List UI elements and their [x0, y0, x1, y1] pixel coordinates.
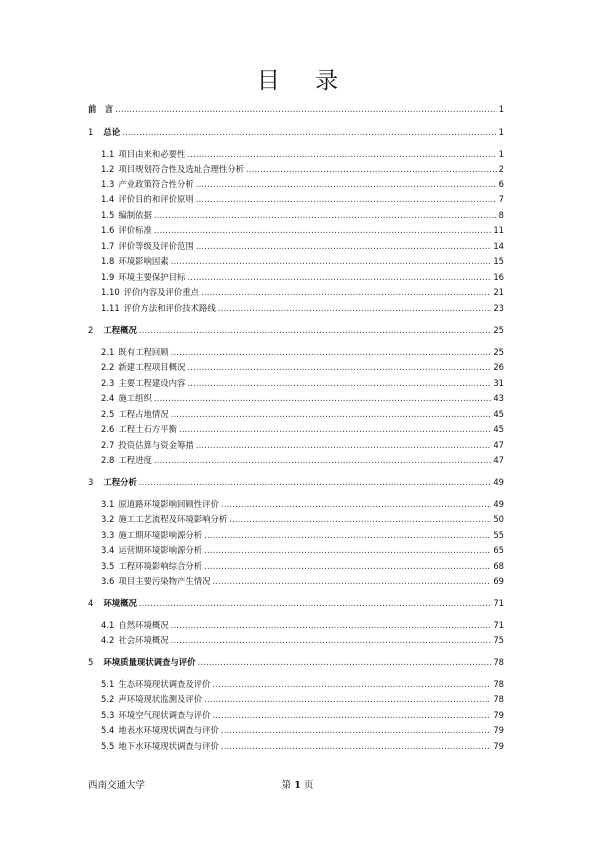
toc-entry-page: 45	[493, 409, 504, 419]
toc-entry-page: 78	[493, 657, 504, 667]
toc-entry-title: 总论	[103, 127, 121, 137]
toc-section-entry[interactable]	[101, 358, 504, 372]
toc-entry-title: 评价目的和评价原则	[118, 194, 194, 204]
toc-entry-page: 50	[493, 514, 504, 524]
toc-dot-leader	[171, 256, 492, 266]
toc-section-entry[interactable]	[101, 572, 504, 586]
toc-section-entry[interactable]	[101, 721, 504, 735]
toc-entry-title: 主要工程建设内容	[118, 378, 186, 388]
toc-entry-number: 5.1	[101, 679, 115, 689]
toc-entry-number: 4.2	[101, 635, 115, 645]
toc-entry-page: 47	[493, 455, 504, 465]
toc-entry-title: 工程进度	[118, 455, 152, 465]
toc-entry-number: 1.6	[101, 225, 115, 235]
toc-entry-number: 2	[88, 325, 94, 335]
toc-dot-leader	[171, 409, 492, 419]
toc-entry-number: 4.1	[101, 620, 115, 630]
toc-entry-page: 16	[493, 272, 504, 282]
toc-chapter-entry[interactable]	[88, 594, 504, 608]
toc-dot-leader	[196, 179, 497, 189]
toc-dot-leader	[196, 440, 492, 450]
toc-section-entry[interactable]	[101, 160, 504, 174]
toc-section-entry[interactable]	[101, 405, 504, 419]
toc-entry-number: 1.10	[101, 287, 120, 297]
toc-entry-page: 49	[493, 477, 504, 487]
toc-entry-number: 1.7	[101, 241, 115, 251]
toc-entry-number: 2.1	[101, 347, 115, 357]
toc-entry-title: 施工组织	[118, 393, 152, 403]
toc-dot-leader	[229, 514, 491, 524]
toc-entry-number: 2.6	[101, 424, 115, 434]
footer-institution: 西南交通大学	[88, 780, 146, 791]
toc-entry-number: 5	[88, 657, 94, 667]
toc-entry-page: 1	[498, 104, 504, 114]
toc-entry-page: 75	[493, 635, 504, 645]
toc-dot-leader	[154, 225, 492, 235]
toc-dot-leader	[187, 149, 496, 159]
toc-dot-leader	[154, 210, 497, 220]
toc-entry-number: 2.3	[101, 378, 115, 388]
footer-page-num: 1	[294, 780, 301, 791]
toc-entry-page: 25	[493, 325, 504, 335]
toc-dot-leader	[171, 620, 492, 630]
toc-entry-page: 8	[498, 210, 504, 220]
toc-dot-leader	[122, 127, 497, 137]
toc-dot-leader	[221, 741, 492, 751]
toc-section-entry[interactable]	[101, 631, 504, 645]
toc-entry-page: 23	[493, 303, 504, 313]
toc-entry-title: 环境质量现状调查与评价	[103, 657, 196, 667]
toc-entry-page: 43	[493, 393, 504, 403]
toc-entry-title: 地表水环境现状调查与评价	[118, 725, 219, 735]
toc-entry-page: 79	[493, 741, 504, 751]
toc-entry-title: 新建工程项目概况	[118, 362, 186, 372]
toc-entry-page: 26	[493, 362, 504, 372]
toc-dot-leader	[212, 576, 491, 586]
toc-dot-leader	[179, 424, 491, 434]
toc-entry-title: 环境主要保护目标	[118, 272, 186, 282]
footer-page-prefix: 第	[281, 780, 292, 791]
toc-dot-leader	[115, 104, 497, 114]
toc-entry-page: 68	[493, 561, 504, 571]
toc-section-entry[interactable]	[101, 495, 504, 509]
toc-entry-number: 2.4	[101, 393, 115, 403]
toc-entry-number: 1.11	[101, 303, 120, 313]
toc-entry-title: 前 言	[88, 104, 114, 114]
toc-section-entry[interactable]	[101, 541, 504, 555]
toc-section-entry[interactable]	[101, 299, 504, 313]
toc-entry-title: 项目主要污染物产生情况	[118, 576, 211, 586]
toc-section-entry[interactable]	[101, 436, 504, 450]
toc-dot-leader	[171, 347, 492, 357]
toc-dot-leader	[171, 635, 492, 645]
toc-dot-leader	[218, 303, 492, 313]
toc-entry-number: 1.1	[101, 149, 115, 159]
toc-entry-number: 2.2	[101, 362, 115, 372]
toc-chapter-entry[interactable]	[88, 123, 504, 137]
toc-entry-page: 71	[493, 598, 504, 608]
toc-dot-leader	[221, 725, 492, 735]
toc-dot-leader	[196, 241, 492, 251]
toc-entry-title: 自然环境概况	[118, 620, 169, 630]
toc-chapter-entry[interactable]	[88, 321, 504, 335]
toc-section-entry[interactable]	[101, 616, 504, 630]
toc-entry-title: 环境空气现状调查与评价	[118, 710, 211, 720]
toc-entry-page: 1	[498, 149, 504, 159]
toc-entry-title: 社会环境概况	[118, 635, 169, 645]
toc-section-entry[interactable]	[101, 374, 504, 388]
toc-entry-number: 1.9	[101, 272, 115, 282]
toc-entry-number: 1.8	[101, 256, 115, 266]
toc-entry-title: 施工工艺流程及环境影响分析	[118, 514, 228, 524]
toc-dot-leader	[204, 530, 491, 540]
toc-dot-leader	[196, 194, 497, 204]
toc-entry-title: 运营期环境影响源分析	[118, 545, 203, 555]
toc-entry-page: 49	[493, 499, 504, 509]
toc-entry-title: 原道路环境影响回顾性评价	[118, 499, 219, 509]
toc-entry-page: 6	[498, 179, 504, 189]
toc-dot-leader	[201, 287, 491, 297]
toc-entry-title: 工程环境影响综合分析	[118, 561, 203, 571]
toc-section-entry[interactable]	[101, 389, 504, 403]
toc-entry-title: 声环境现状监测及评价	[118, 694, 203, 704]
toc-dot-leader	[187, 272, 491, 282]
toc-entry-title: 地下水环境现状调查与评价	[118, 741, 219, 751]
toc-entry-page: 65	[493, 545, 504, 555]
toc-entry-page: 15	[493, 256, 504, 266]
toc-entry-number: 1	[88, 127, 94, 137]
toc-section-entry[interactable]	[101, 510, 504, 524]
toc-entry-number: 5.3	[101, 710, 115, 720]
toc-section-entry[interactable]	[101, 690, 504, 704]
toc-entry-page: 78	[493, 694, 504, 704]
toc-dot-leader	[204, 545, 491, 555]
toc-entry-number: 3.3	[101, 530, 115, 540]
toc-section-entry[interactable]	[101, 190, 504, 204]
toc-entry-title: 工程分析	[103, 477, 137, 487]
toc-dot-leader	[139, 325, 491, 335]
toc-section-entry[interactable]	[101, 175, 504, 189]
toc-entry-page: 7	[498, 194, 504, 204]
toc-entry-page: 55	[493, 530, 504, 540]
toc-entry-title: 工程概况	[103, 325, 137, 335]
footer-page-number	[0, 777, 595, 791]
toc-dot-leader	[204, 694, 491, 704]
toc-section-entry[interactable]	[101, 557, 504, 571]
toc-entry-page: 69	[493, 576, 504, 586]
toc-entry-number: 1.5	[101, 210, 115, 220]
toc-entry-title: 项目规划符合性及选址合理性分析	[118, 164, 244, 174]
toc-entry-page: 79	[493, 725, 504, 735]
toc-entry-page: 45	[493, 424, 504, 434]
toc-entry-title: 评价内容及评价重点	[123, 287, 200, 297]
toc-entry-title: 生态环境现状调查及评价	[118, 679, 211, 689]
toc-entry-title: 项目由来和必要性	[118, 149, 186, 159]
toc-entry-number: 5.4	[101, 725, 115, 735]
toc-entry-page: 31	[493, 378, 504, 388]
toc-entry-title: 环境概况	[103, 598, 137, 608]
toc-chapter-entry[interactable]	[88, 653, 504, 667]
toc-entry-page: 47	[493, 440, 504, 450]
toc-entry-page: 2	[498, 164, 504, 174]
toc-entry-page: 78	[493, 679, 504, 689]
toc-entry-title: 投资估算与资金筹措	[118, 440, 194, 450]
toc-section-entry[interactable]	[101, 526, 504, 540]
toc-entry-page: 21	[493, 287, 504, 297]
toc-section-entry[interactable]	[101, 252, 504, 266]
toc-entry-page: 11	[493, 225, 504, 235]
toc-entry-title: 产业政策符合性分析	[118, 179, 194, 189]
toc-entry-page: 79	[493, 710, 504, 720]
toc-entry-title: 评价等级及评价范围	[118, 241, 194, 251]
toc-section-entry[interactable]	[101, 206, 504, 220]
toc-dot-leader	[154, 393, 492, 403]
footer-page-suffix: 页	[303, 780, 314, 791]
toc-entry-title: 评价标准	[118, 225, 152, 235]
toc-entry-page: 1	[498, 127, 504, 137]
toc-entry-number: 3.1	[101, 499, 115, 509]
toc-section-entry[interactable]	[101, 343, 504, 357]
toc-entry-title: 评价方法和评价技术路线	[123, 303, 216, 313]
toc-dot-leader	[246, 164, 497, 174]
toc-dot-leader	[204, 561, 491, 571]
toc-entry-number: 1.3	[101, 179, 115, 189]
toc-section-entry[interactable]	[101, 706, 504, 720]
toc-entry-page: 71	[493, 620, 504, 630]
toc-section-entry[interactable]	[101, 268, 504, 282]
toc-dot-leader	[221, 499, 492, 509]
toc-entry-title: 既有工程回顾	[118, 347, 169, 357]
toc-dot-leader	[197, 657, 491, 667]
toc-dot-leader	[187, 378, 491, 388]
toc-entry-title: 工程土石方平衡	[118, 424, 177, 434]
toc-entry-number: 5.2	[101, 694, 115, 704]
toc-entry-number: 2.5	[101, 409, 115, 419]
toc-chapter-entry[interactable]	[88, 100, 504, 114]
toc-entry-number: 3.2	[101, 514, 115, 524]
toc-section-entry[interactable]	[101, 221, 504, 235]
toc-dot-leader	[212, 679, 491, 689]
toc-entry-title: 环境影响因素	[118, 256, 169, 266]
toc-entry-page: 14	[493, 241, 504, 251]
toc-entry-title: 施工期环境影响源分析	[118, 530, 203, 540]
toc-section-entry[interactable]	[101, 145, 504, 159]
toc-entry-number: 2.8	[101, 455, 115, 465]
toc-section-entry[interactable]	[101, 420, 504, 434]
toc-entry-page: 25	[493, 347, 504, 357]
toc-dot-leader	[212, 710, 491, 720]
toc-entry-number: 2.7	[101, 440, 115, 450]
toc-section-entry[interactable]	[101, 283, 504, 297]
toc-chapter-entry[interactable]	[88, 473, 504, 487]
toc-entry-number: 1.2	[101, 164, 115, 174]
toc-section-entry[interactable]	[101, 675, 504, 689]
page-title: 目 录	[256, 68, 353, 94]
toc-entry-number: 3.4	[101, 545, 115, 555]
toc-dot-leader	[187, 362, 491, 372]
toc-entry-number: 5.5	[101, 741, 115, 751]
toc-dot-leader	[139, 598, 491, 608]
toc-entry-number: 4	[88, 598, 94, 608]
toc-entry-number: 3.5	[101, 561, 115, 571]
toc-entry-number: 3	[88, 477, 94, 487]
toc-section-entry[interactable]	[101, 237, 504, 251]
toc-entry-title: 编制依据	[118, 210, 152, 220]
toc-entry-title: 工程占地情况	[118, 409, 169, 419]
toc-dot-leader	[154, 455, 492, 465]
toc-entry-number: 3.6	[101, 576, 115, 586]
toc-section-entry[interactable]	[101, 737, 504, 751]
toc-dot-leader	[139, 477, 491, 487]
toc-entry-number: 1.4	[101, 194, 115, 204]
toc-section-entry[interactable]	[101, 451, 504, 465]
